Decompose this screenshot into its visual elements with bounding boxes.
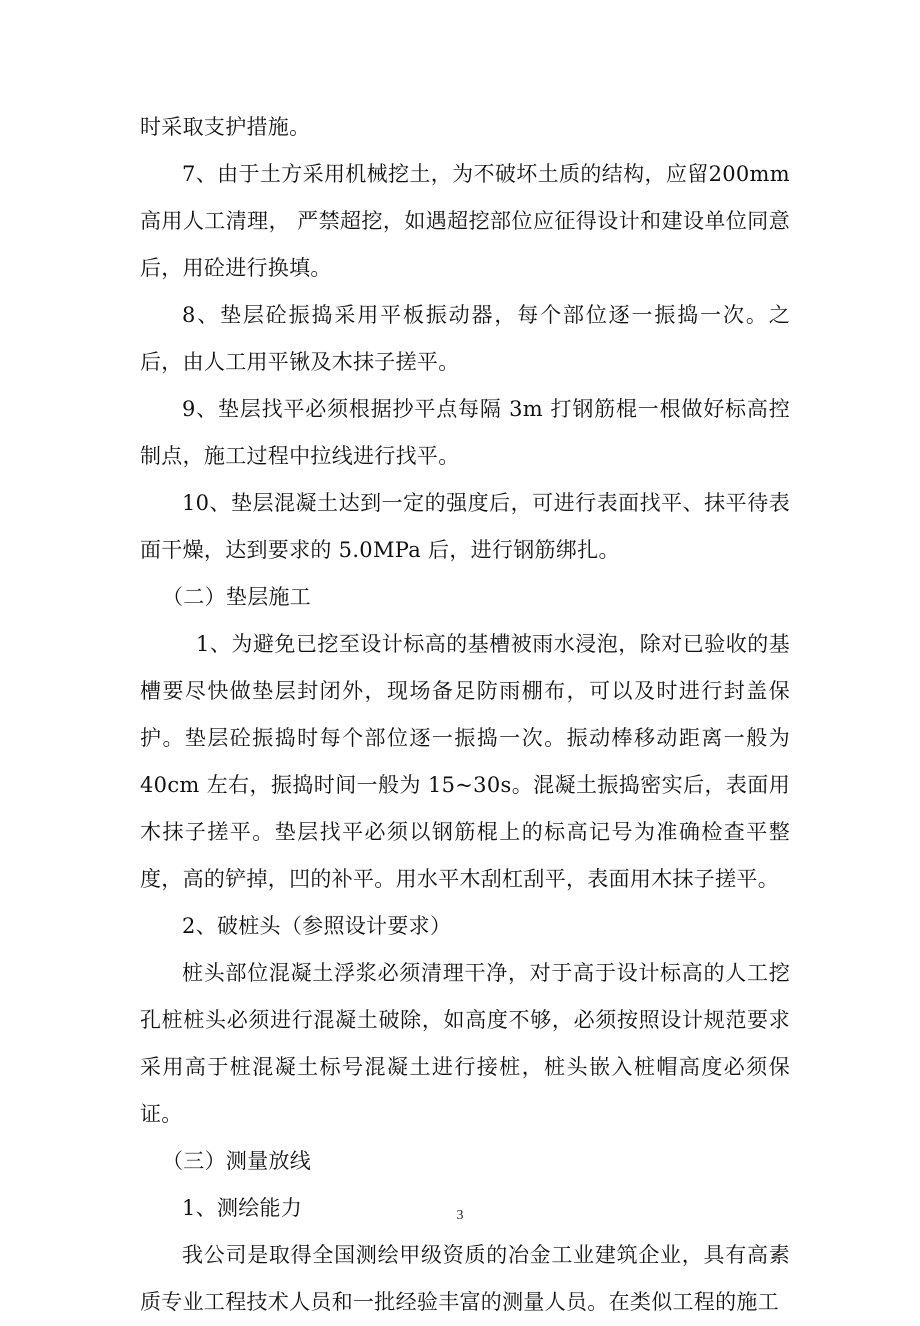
paragraph-continuation: 时采取支护措施。 (140, 115, 311, 139)
section-heading-cushion: （二）垫层施工 (162, 585, 312, 609)
paragraph-cushion-1: 1、为避免已挖至设计标高的基槽被雨水浸泡，除对已验收的基槽要尽快做垫层封闭外，现场备足防雨棚布，可以及时进行封盖保护。垫层砼振捣时每个部位逐一振捣一次。振动棒移动距离一般为40cm 左右，振捣时间一般为 15~30s。混凝土振捣密实后，表面用木抹子搓平。垫层找平必须以钢筋棍上的标高记号为准确检查平整度，高的铲掉，凹的补平。用水平木刮杠刮平，表面用木抹子搓平。 (140, 632, 790, 891)
paragraph-item-10: 10、垫层混凝土达到一定的强度后，可进行表面找平、抹平待表面干燥，达到要求的 5.0MPa 后，进行钢筋绑扎。 (140, 491, 790, 562)
paragraph-item-9: 9、垫层找平必须根据抄平点每隔 3m 打钢筋棍一根做好标高控制点，施工过程中拉线进行找平。 (140, 397, 790, 468)
paragraph-item-8: 8、垫层砼振捣采用平板振动器，每个部位逐一振捣一次。之后，由人工用平锹及木抹子搓平。 (140, 303, 790, 374)
paragraph-company-capability: 我公司是取得全国测绘甲级资质的冶金工业建筑企业，具有高素质专业工程技术人员和一批经验丰富的测量人员。在类似工程的施工 (140, 1243, 790, 1314)
paragraph-item-7: 7、由于土方采用机械挖土，为不破坏土质的结构，应留200mm高用人工清理， 严禁超挖，如遇超挖部位应征得设计和建设单位同意后，用砼进行换填。 (140, 162, 790, 280)
subheading-survey-capability: 1、测绘能力 (182, 1196, 303, 1220)
paragraph-pile-head: 桩头部位混凝土浮浆必须清理干净，对于高于设计标高的人工挖孔桩桩头必须进行混凝土破除，如高度不够，必须按照设计规范要求采用高于桩混凝土标号混凝土进行接桩，桩头嵌入桩帽高度必须保证。 (140, 961, 790, 1126)
body-text (140, 104, 790, 1326)
section-heading-survey: （三）测量放线 (162, 1149, 312, 1173)
page-number: 3 (456, 1208, 464, 1223)
subheading-pile-head: 2、破桩头（参照设计要求） (182, 914, 452, 938)
